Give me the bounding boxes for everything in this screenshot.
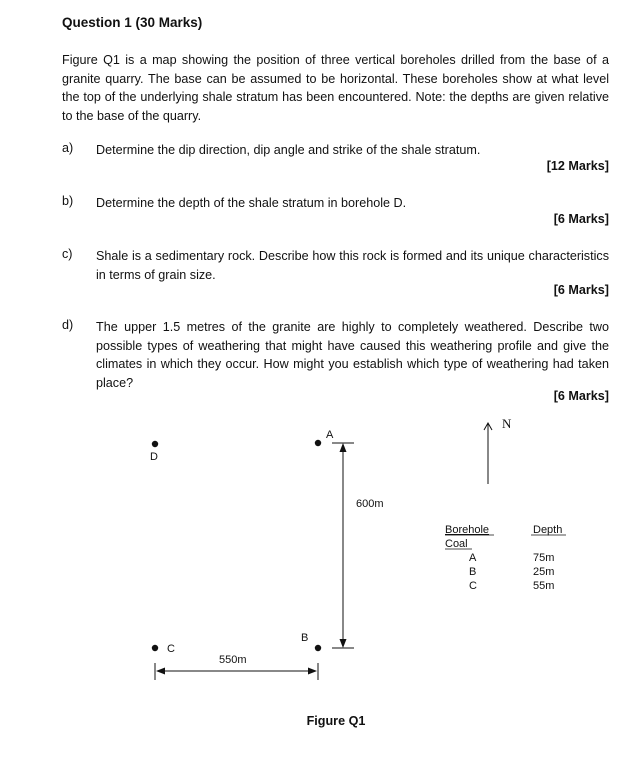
part-b-letter: b) xyxy=(62,194,74,208)
table-row-a-borehole: A xyxy=(469,552,477,564)
vertical-arrow-down xyxy=(340,639,347,648)
part-c-text: Shale is a sedimentary rock. Describe how this rock is formed and its unique characteristics in terms of grain size. xyxy=(96,249,609,282)
part-a-text: Determine the dip direction, dip angle and strike of the shale stratum. xyxy=(96,143,481,157)
part-b-marks: [6 Marks] xyxy=(553,212,609,226)
part-d-marks: [6 Marks] xyxy=(553,389,609,403)
question-title: Question 1 (30 Marks) xyxy=(62,15,203,30)
vertical-dimension-label: 600m xyxy=(356,498,384,510)
part-a-marks: [12 Marks] xyxy=(546,159,609,173)
table-row-a-depth: 75m xyxy=(533,552,555,564)
table-header-depth: Depth xyxy=(533,524,563,536)
north-label: N xyxy=(502,416,512,431)
borehole-c-label: C xyxy=(167,643,175,655)
borehole-d-dot xyxy=(152,441,158,447)
table-row-b-borehole: B xyxy=(469,566,477,578)
horizontal-dimension-label: 550m xyxy=(219,654,247,666)
borehole-a-dot xyxy=(315,440,321,446)
table-header-borehole: Borehole xyxy=(445,524,490,536)
horizontal-arrow-left xyxy=(156,668,165,675)
borehole-a-label: A xyxy=(326,429,334,441)
borehole-b-label: B xyxy=(301,632,309,644)
part-a-letter: a) xyxy=(62,141,74,155)
horizontal-arrow-right xyxy=(308,668,317,675)
part-d-letter: d) xyxy=(62,318,74,332)
part-c-marks: [6 Marks] xyxy=(553,283,609,297)
part-d-text: The upper 1.5 metres of the granite are highly to completely weathered. Describe two possible types of weathering that might have caused this weathering profile and give the climates in which they occur. How might you establish which type of weathering had taken place? xyxy=(96,320,609,390)
table-header-coal: Coal xyxy=(445,538,468,550)
vertical-arrow-up xyxy=(340,443,347,452)
question-intro: Figure Q1 is a map showing the position of three vertical boreholes drilled from the base of a granite quarry. The base can be assumed to be horizontal. These boreholes show at what level the top of the underlying shale stratum has been encountered. Note: the depths are given relative to the base of the quarry. xyxy=(62,53,609,123)
part-b-text: Determine the depth of the shale stratum in borehole D. xyxy=(96,196,407,210)
table-row-c-borehole: C xyxy=(469,580,477,592)
table-row-b-depth: 25m xyxy=(533,566,555,578)
table-row-c-depth: 55m xyxy=(533,580,555,592)
borehole-c-dot xyxy=(152,645,158,651)
borehole-b-dot xyxy=(315,645,321,651)
part-c-letter: c) xyxy=(62,247,73,261)
borehole-d-label: D xyxy=(150,451,158,463)
figure-caption: Figure Q1 xyxy=(306,714,366,728)
